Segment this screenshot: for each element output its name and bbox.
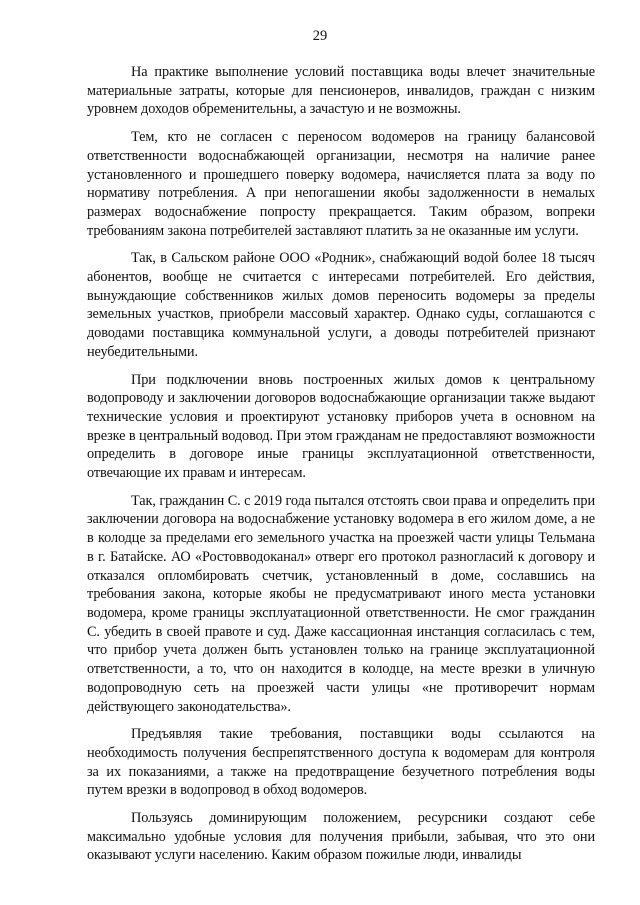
paragraph-7: Пользуясь доминирующим положением, ресурсники создают себе максимально удобные условия для получения прибыли, забывая, что это они оказывают услуги населению. Каким образом пожилые люди, инвалиды <box>87 810 595 864</box>
paragraph-5: Так, гражданин С. с 2019 года пытался отстоять свои права и определить при заключении договора на водоснабжение установку водомера в его жилом доме, а не в колодце за пределами его земельного участка на проезжей части улицы Тельмана в г. Батайске. АО «Ростовводоканал» отверг его протокол разногласий к договору и отказался опломбировать счетчик, установленный в доме, сославшись на требования закона, которые якобы не предусматривают иного места установки водомера, кроме границы эксплуатационной ответственности. Не смог гражданин С. убедить в своей правоте и суд. Даже кассационная инстанция согласилась с тем, что прибор учета должен быть установлен только на границе эксплуатационной ответственности, а то, что он находится в колодце, на месте врезки в уличную водопроводную сеть на проезжей части улицы «не противоречит нормам действующего законодательства». <box>87 492 595 715</box>
paragraph-3: Так, в Сальском районе ООО «Родник», снабжающий водой более 18 тысяч абонентов, вообще не считается с интересами потребителей. Его действия, вынуждающие собственников жилых домов переносить водомеры за пределы земельных участков, приобрели массовый характер. Однако суды, соглашаются с доводами поставщика коммунальной услуги, а доводы потребителей признают неубедительными. <box>87 250 595 360</box>
paragraph-1: На практике выполнение условий поставщика воды влечет значительные материальные затраты, которые для пенсионеров, инвалидов, граждан с низким уровнем доходов обременительны, а зачастую и не возможны. <box>87 64 595 118</box>
paragraph-2: Тем, кто не согласен с переносом водомеров на границу балансовой ответственности водоснабжающей организации, несмотря на наличие ранее установленного и прошедшего поверку водомера, начисляется плата за воду по нормативу потребления. А при непогашении якобы задолженности в немалых размерах водоснабжение попросту прекращается. Таким образом, вопреки требованиям закона потребителей заставляют платить за не оказанные им услуги. <box>87 129 595 239</box>
body-text <box>87 63 595 874</box>
page-number: 29 <box>312 28 328 44</box>
paragraph-4: При подключении вновь построенных жилых домов к центральному водопроводу и заключении договоров водоснабжающие организации также выдают технические условия и проектируют установку приборов учета в основном на врезке в центральный водовод. При этом гражданам не предоставляют возможности определить в договоре иные границы эксплуатационной ответственности, отвечающие их правам и интересам. <box>87 371 595 482</box>
paragraph-6: Предъявляя такие требования, поставщики воды ссылаются на необходимость получения беспрепятственного доступа к водомерам для контроля за их показаниями, а также на предотвращение безучетного потребления воды путем врезки в водопровод в обход водомеров. <box>87 726 595 799</box>
